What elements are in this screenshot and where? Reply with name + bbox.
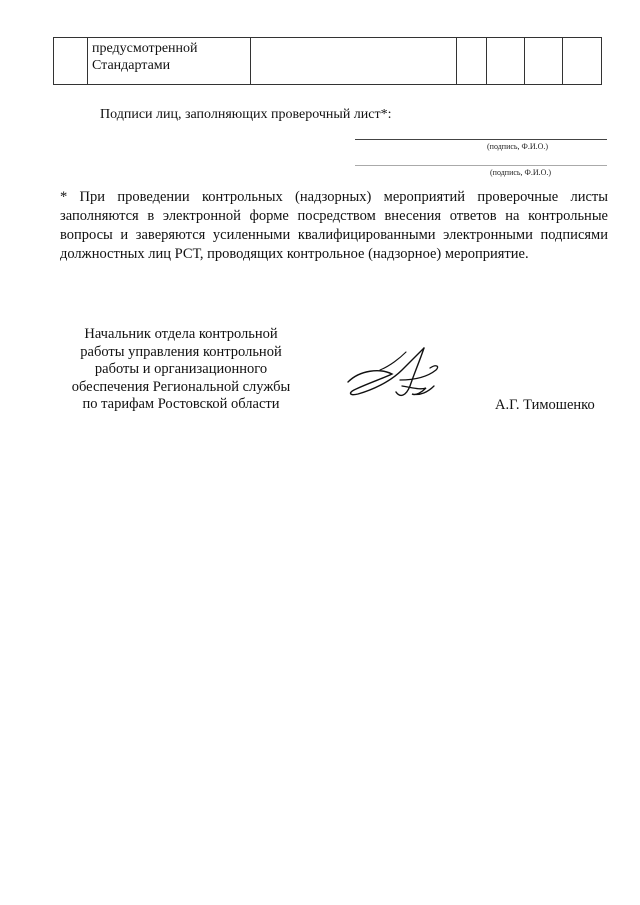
requirement-line-2: Стандартами (92, 58, 171, 73)
table-row (54, 38, 602, 85)
requirement-line-1: предусмотренной (92, 41, 198, 56)
position-line-5: по тарифам Ростовской области (82, 396, 280, 412)
footnote-line-4: должностных лиц РСТ, проводящих контрольное (надзорное) мероприятие. (60, 246, 529, 262)
table-cell-no (487, 38, 525, 85)
table-cell-yes (457, 38, 487, 85)
signature-line-1 (355, 139, 607, 140)
table-cell-na (525, 38, 563, 85)
table-cell-note (563, 38, 602, 85)
position-line-2: работы управления контрольной (80, 343, 282, 360)
position-line-1: Начальник отдела контрольной (84, 326, 278, 342)
table-cell-number (54, 38, 88, 85)
signatures-title: Подписи лиц, заполняющих проверочный лист*: (100, 107, 392, 122)
signature-caption-2: (подпись, Ф.И.О.) (490, 168, 552, 177)
signatory-name: А.Г. Тимошенко (495, 397, 595, 413)
footnote-line-1: * При проведении контрольных (надзорных) мероприятий проверочные листы (60, 189, 608, 205)
footnote-line-2: заполняются в электронной форме посредством внесения ответов на контрольные (60, 208, 608, 224)
position-line-4: обеспечения Региональной службы (71, 378, 291, 395)
table-cell-requirement (88, 38, 251, 85)
position-line-3: работы и организационного (94, 361, 268, 377)
footnote-line-3: вопросы и заверяются усиленными квалифицированными электронными подписями (60, 227, 608, 243)
signature-line-2 (355, 165, 607, 166)
handwritten-signature (340, 340, 460, 415)
signature-caption-1: (подпись, Ф.И.О.) (487, 142, 549, 151)
signatory-position (58, 326, 304, 414)
checklist-table-fragment (53, 37, 602, 85)
table-cell-reference (251, 38, 457, 85)
footnote (60, 188, 608, 264)
